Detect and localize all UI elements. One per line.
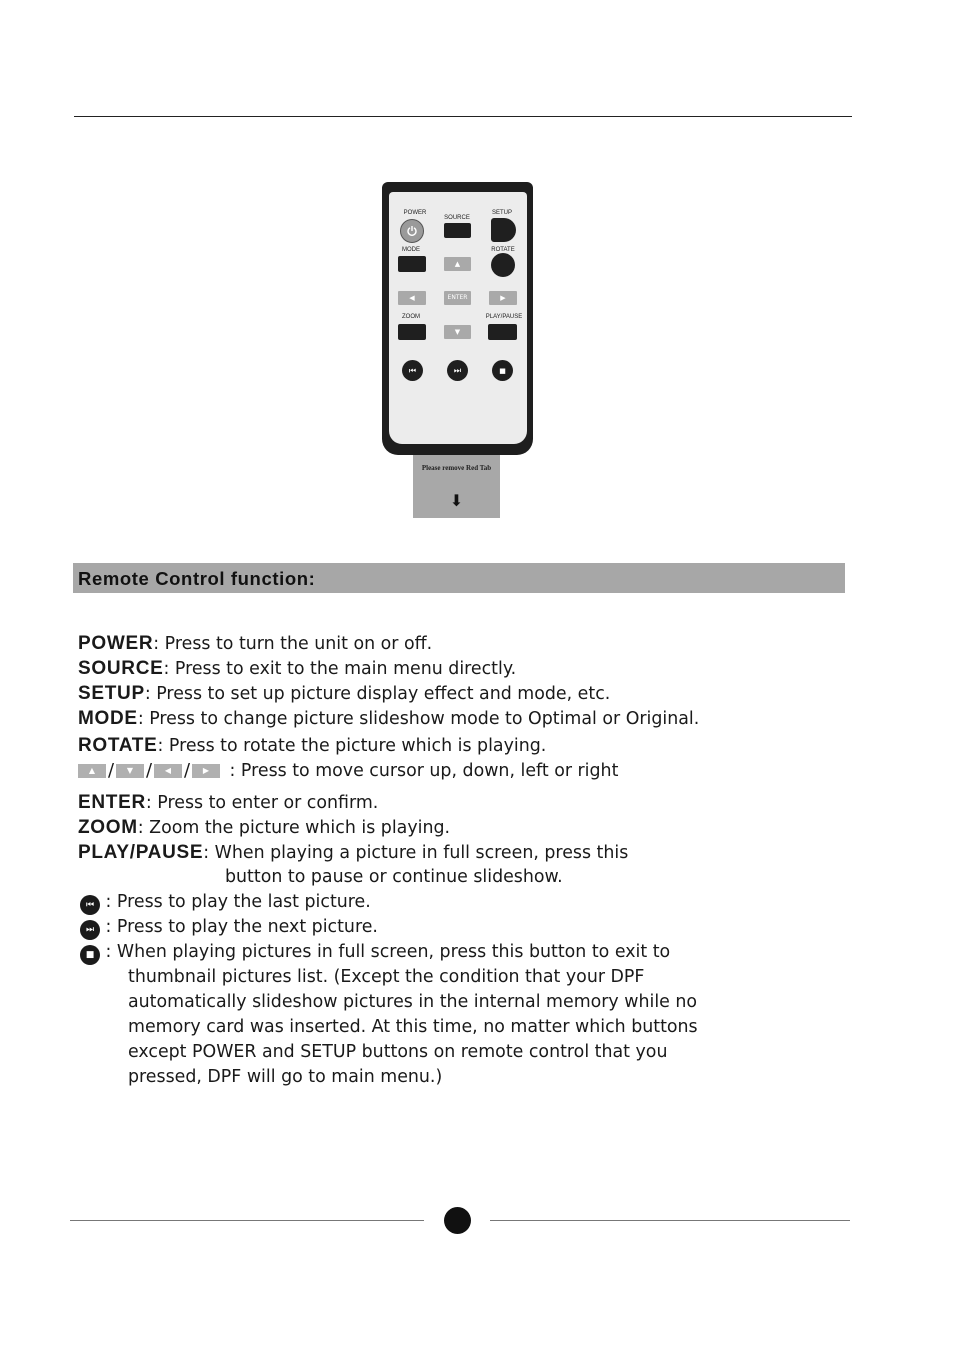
prev-track-icon: ⏮: [80, 895, 100, 915]
playpause-text: : When playing a picture in full screen, press this: [203, 843, 629, 863]
left-arrow-icon: ◀: [409, 293, 415, 302]
power-key: POWER: [78, 633, 154, 654]
rotate-text: : Press to rotate the picture which is playing.: [157, 736, 547, 756]
remote-rotate-button: [491, 253, 515, 277]
remote-next-button: [447, 360, 468, 381]
stop-description-line: thumbnail pictures list. (Except the condition that your DPF: [128, 967, 645, 987]
remote-source-button: [444, 223, 471, 238]
remote-setup-label: SETUP: [491, 210, 512, 216]
remote-prev-button: [402, 360, 423, 381]
zoom-description: [78, 817, 450, 840]
prev-text: : Press to play the last picture.: [105, 892, 371, 912]
remote-mode-label: MODE: [402, 247, 420, 253]
setup-key: SETUP: [78, 683, 145, 704]
stop-text: : When playing pictures in full screen, press this button to exit to: [105, 942, 671, 962]
stop-description-line: memory card was inserted. At this time, no matter which buttons: [128, 1017, 698, 1037]
power-icon: [406, 225, 418, 237]
stop-description: [80, 942, 670, 965]
power-description: [78, 633, 432, 656]
prev-description: [80, 892, 371, 915]
remote-right-button: [489, 291, 517, 305]
remote-left-button: [398, 291, 426, 305]
remote-up-button: [444, 257, 471, 271]
next-text: : Press to play the next picture.: [105, 917, 378, 937]
right-arrow-icon: ▶: [192, 764, 220, 778]
down-arrow-icon: ▼: [454, 327, 461, 336]
remote-enter-label: ENTER: [447, 294, 468, 301]
playpause-key: PLAY/PAUSE: [78, 842, 204, 863]
stop-description-line: pressed, DPF will go to main menu.): [128, 1067, 443, 1087]
footer-rule-left: [70, 1220, 424, 1221]
prev-track-icon: ⏮: [408, 365, 417, 375]
enter-description: [78, 792, 378, 815]
up-arrow-icon: ▲: [78, 764, 106, 778]
next-track-icon: ⏭: [453, 365, 462, 375]
playpause-description: [78, 842, 628, 865]
right-arrow-icon: ▶: [500, 293, 506, 302]
stop-icon: ■: [80, 945, 100, 965]
remote-stop-button: [492, 360, 513, 381]
source-key: SOURCE: [78, 658, 164, 679]
remote-power-label: POWER: [403, 210, 427, 216]
source-description: [78, 658, 516, 681]
power-text: : Press to turn the unit on or off.: [153, 634, 433, 654]
enter-key: ENTER: [78, 792, 146, 813]
remote-power-button: [400, 219, 424, 243]
remote-playpause-label: PLAY/PAUSE: [485, 314, 523, 320]
enter-text: : Press to enter or confirm.: [145, 793, 379, 813]
setup-text: : Press to set up picture display effect and mode, etc.: [144, 684, 611, 704]
page-marker-dot: [444, 1207, 471, 1234]
remote-zoom-button: [398, 324, 426, 340]
remote-rotate-label: ROTATE: [491, 247, 515, 253]
mode-description: [78, 708, 699, 731]
zoom-key: ZOOM: [78, 817, 138, 838]
remote-playpause-button: [488, 324, 517, 340]
remote-zoom-label: ZOOM: [402, 314, 420, 320]
remote-source-label: SOURCE: [444, 215, 470, 221]
setup-description: [78, 683, 610, 706]
next-description: [80, 917, 378, 940]
remote-setup-button: [491, 218, 516, 242]
mode-key: MODE: [78, 708, 138, 729]
stop-icon: ■: [499, 366, 506, 375]
next-track-icon: ⏭: [80, 920, 100, 940]
remote-down-button: [444, 325, 471, 339]
rotate-key: ROTATE: [78, 735, 158, 756]
pull-tab-text: Please remove Red Tab: [421, 464, 492, 472]
left-arrow-icon: ◀: [154, 764, 182, 778]
remote-mode-button: [398, 256, 426, 272]
down-arrow-icon: ▼: [116, 764, 144, 778]
rotate-description: [78, 735, 546, 758]
up-arrow-icon: ▲: [454, 259, 461, 268]
source-text: : Press to exit to the main menu directly.: [163, 659, 517, 679]
header-rule: [74, 116, 852, 117]
footer-rule-right: [490, 1220, 850, 1221]
playpause-description-cont: button to pause or continue slideshow.: [225, 867, 563, 887]
stop-description-line: except POWER and SETUP buttons on remote control that you: [128, 1042, 668, 1062]
zoom-text: : Zoom the picture which is playing.: [137, 818, 451, 838]
down-arrow-icon: ⬇: [449, 491, 464, 510]
arrows-description: ▲ / ▼ / ◀ / ▶ : Press to move cursor up, down, left or right: [78, 760, 618, 782]
mode-text: : Press to change picture slideshow mode to Optimal or Original.: [137, 709, 700, 729]
remote-enter-button: [444, 291, 471, 305]
stop-description-line: automatically slideshow pictures in the internal memory while no: [128, 992, 698, 1012]
section-title: Remote Control function:: [78, 568, 316, 589]
arrows-text: : Press to move cursor up, down, left or right: [229, 760, 619, 781]
